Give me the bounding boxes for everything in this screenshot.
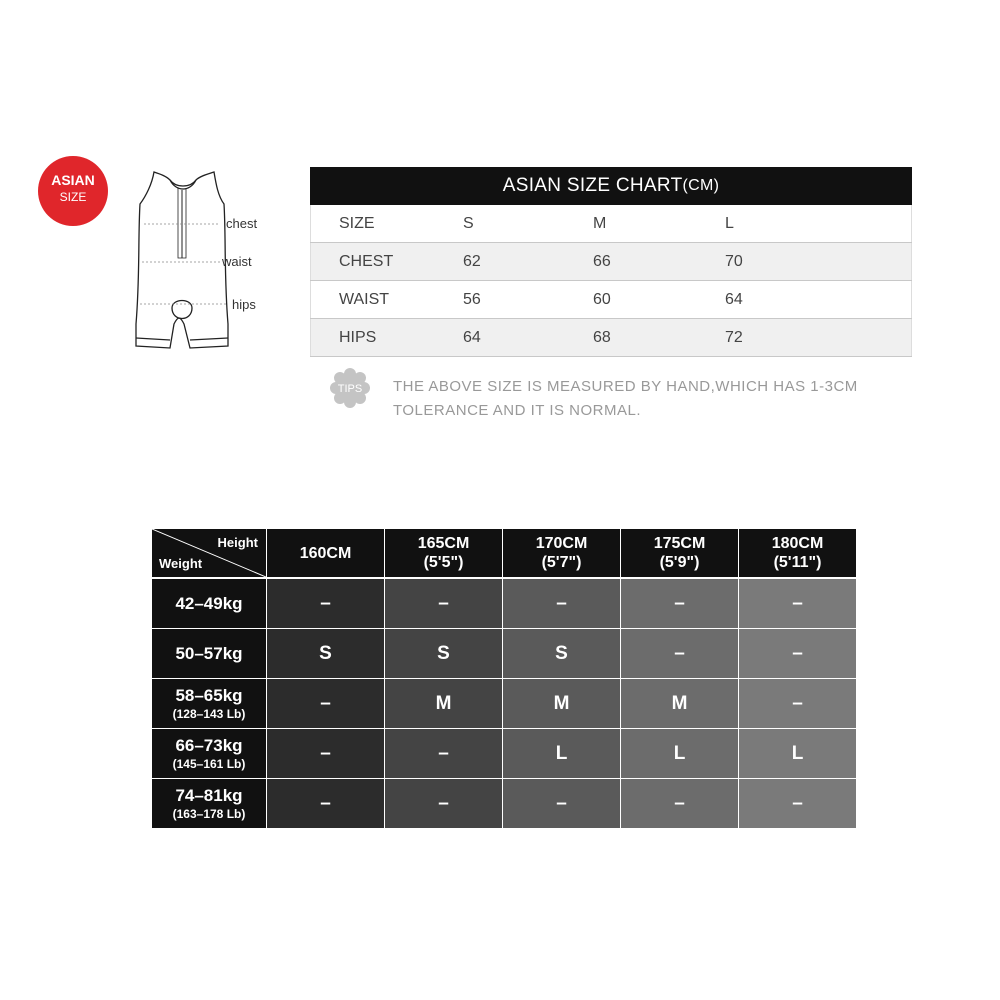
asian-size-chart-title: ASIAN SIZE CHART: [502, 175, 683, 196]
size-cell: M: [385, 679, 502, 728]
tips-icon-label: TIPS: [337, 383, 363, 395]
size-cell: L: [621, 729, 738, 778]
asian-size-chart-header: [310, 167, 912, 205]
badge-line-1: ASIAN: [51, 172, 95, 188]
size-cell: –: [385, 729, 502, 778]
badge-line-2: SIZE: [59, 190, 87, 204]
asian-size-table: [310, 205, 912, 357]
tips-line-2: TOLERANCE AND IT IS NORMAL.: [393, 402, 641, 419]
figure-label-waist: waist: [222, 254, 252, 269]
height-cm: 175CM: [653, 535, 706, 552]
weight-label-cell: [152, 629, 266, 678]
asian-size-cell: M: [593, 205, 725, 243]
weight-kg: 66–73kg: [175, 735, 243, 755]
grid-weight-row: [152, 779, 856, 828]
grid-weight-row: [152, 629, 856, 678]
height-header-cell: [739, 529, 856, 577]
height-ft-in: (5'11"): [773, 554, 822, 571]
size-cell: S: [267, 629, 384, 678]
size-cell: L: [503, 729, 620, 778]
asian-size-row: [311, 243, 912, 281]
size-cell: –: [739, 779, 856, 828]
asian-size-chart-unit: (CM): [682, 177, 720, 194]
grid-header-row: [152, 529, 856, 577]
height-cm: 180CM: [771, 535, 824, 552]
weight-kg: 74–81kg: [175, 785, 243, 805]
tips-text: [393, 375, 953, 423]
weight-lb: (145–161 Lb): [172, 756, 246, 771]
size-cell: –: [621, 629, 738, 678]
height-header-cell: [621, 529, 738, 577]
asian-size-cell: 62: [463, 243, 593, 281]
weight-kg: 42–49kg: [175, 593, 243, 613]
size-cell: –: [739, 679, 856, 728]
asian-size-cell: 70: [725, 243, 912, 281]
size-cell: M: [621, 679, 738, 728]
size-cell: –: [267, 679, 384, 728]
weight-label-cell: [152, 779, 266, 828]
tips-line-1: THE ABOVE SIZE IS MEASURED BY HAND,WHICH HAS 1-3CM: [393, 378, 858, 395]
asian-size-row-label: WAIST: [311, 281, 464, 319]
size-cell: S: [385, 629, 502, 678]
weight-label-cell: [152, 729, 266, 778]
weight-label-cell: [152, 679, 266, 728]
height-weight-size-grid: [152, 529, 856, 829]
tips-badge: [330, 368, 370, 408]
size-cell: –: [385, 579, 502, 628]
grid-corner-cell: [152, 529, 266, 577]
asian-size-row-label: CHEST: [311, 243, 464, 281]
size-cell: –: [385, 779, 502, 828]
asian-size-cell: 60: [593, 281, 725, 319]
figure-label-hips: hips: [232, 297, 256, 312]
asian-size-cell: 64: [463, 319, 593, 357]
figure-label-chest: chest: [226, 216, 258, 231]
size-cell: –: [503, 579, 620, 628]
weight-lb: (163–178 Lb): [172, 806, 246, 821]
size-cell: –: [503, 779, 620, 828]
size-cell: S: [503, 629, 620, 678]
asian-size-row: [311, 205, 912, 243]
size-cell: L: [739, 729, 856, 778]
asian-size-cell: L: [725, 205, 912, 243]
size-cell: –: [267, 579, 384, 628]
weight-kg: 58–65kg: [175, 685, 243, 705]
size-cell: –: [267, 729, 384, 778]
asian-size-chart: [310, 167, 912, 357]
grid-weight-row: [152, 679, 856, 728]
height-ft-in: (5'5"): [423, 554, 464, 571]
asian-size-cell: 56: [463, 281, 593, 319]
size-cell: –: [739, 629, 856, 678]
height-header-cell: [267, 529, 384, 577]
asian-size-cell: 64: [725, 281, 912, 319]
size-cell: –: [621, 779, 738, 828]
asian-size-badge: [38, 156, 108, 226]
corner-weight-label: Weight: [159, 556, 203, 571]
asian-size-row: [311, 319, 912, 357]
asian-size-cell: 72: [725, 319, 912, 357]
grid-weight-row: [152, 579, 856, 628]
size-cell: –: [739, 579, 856, 628]
corner-height-label: Height: [217, 535, 258, 550]
asian-size-cell: 68: [593, 319, 725, 357]
trisuit-figure: [132, 166, 272, 362]
tips-flower-icon: [330, 368, 370, 408]
asian-size-cell: S: [463, 205, 593, 243]
height-ft-in: (5'9"): [659, 554, 700, 571]
height-cm: 160CM: [299, 544, 352, 562]
size-cell: –: [621, 579, 738, 628]
height-cm: 170CM: [535, 535, 588, 552]
weight-kg: 50–57kg: [175, 643, 243, 663]
height-ft-in: (5'7"): [541, 554, 582, 571]
height-cm: 165CM: [417, 535, 470, 552]
asian-size-row: [311, 281, 912, 319]
weight-lb: (128–143 Lb): [172, 706, 246, 721]
size-cell: –: [267, 779, 384, 828]
height-header-cell: [503, 529, 620, 577]
grid-weight-row: [152, 729, 856, 778]
size-cell: M: [503, 679, 620, 728]
height-header-cell: [385, 529, 502, 577]
weight-label-cell: [152, 579, 266, 628]
asian-size-row-label: HIPS: [311, 319, 464, 357]
asian-size-row-label: SIZE: [311, 205, 464, 243]
asian-size-cell: 66: [593, 243, 725, 281]
